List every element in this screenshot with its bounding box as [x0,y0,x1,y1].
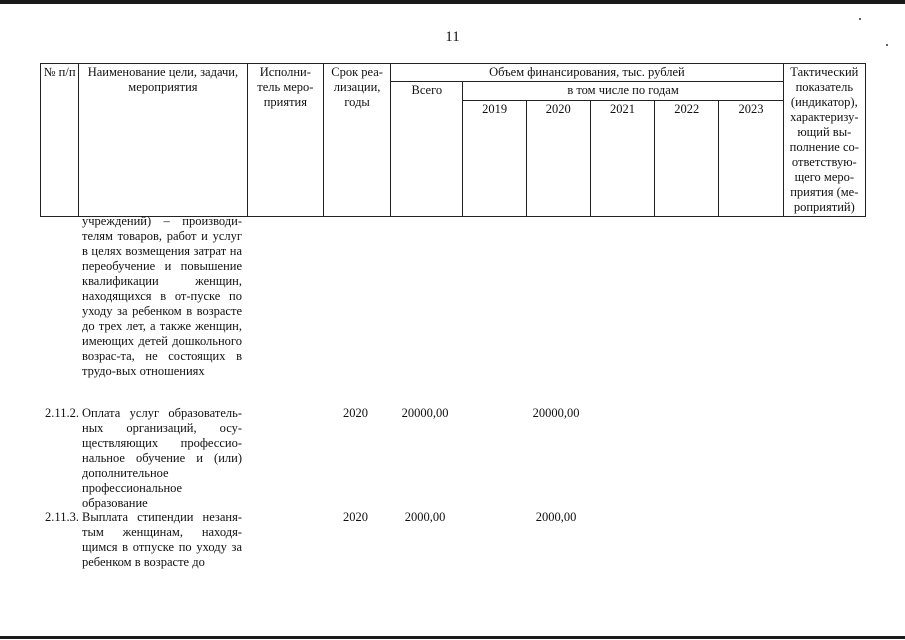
header-year: 2020 [526,101,590,217]
bottom-border [0,636,905,639]
header-executor: Исполни-тель меро-приятия [247,64,323,217]
row-term: 2020 [343,406,368,420]
row-name: учреждений) – производи-телям товаров, работ и услуг в целях возмещения затрат на переобучение и повышение квалификации женщин, находящихся в от-пуске по уходу за ребенком в возрасте до трех лет, а также женщин, имеющих детей дошкольного возрас-та, не состоящих в трудо-вых отношениях [82,214,242,378]
header-year: 2019 [463,101,526,217]
table-header [40,63,866,217]
scan-speck [859,18,861,20]
page-number: 11 [445,29,460,45]
header-year: 2023 [719,101,783,217]
header-year: 2022 [655,101,719,217]
row-2020: 20000,00 [532,406,580,420]
header-funding: Объем финансирования, тыс. рублей [391,64,783,82]
row-name: Выплата стипендии незаня-тым женщинам, находя-щимся в отпуске по уходу за ребенком в возрасте до [82,510,242,569]
header-term: Срок реа-лизации, годы [323,64,390,217]
row-2020: 2000,00 [535,510,577,524]
row-total: 2000,00 [404,510,446,524]
header-year: 2021 [590,101,654,217]
row-term: 2020 [343,510,368,524]
header-total: Всего [391,82,463,217]
row-name: Оплата услуг образователь-ных организаций, осу-ществляющих профессио-нальное обучение и (или) дополнительное профессиональное образование [82,406,242,510]
row-total: 20000,00 [401,406,449,420]
row-number: 2.11.2. [45,406,79,420]
top-border [0,0,905,4]
header-name: Наименование цели, задачи, мероприятия [79,64,248,217]
scan-speck [886,44,888,46]
header-indicator: Тактический показатель (индикатор), характеризу-ющий вы-полнение со-ответствую-щего меро-приятия (ме-роприятий) [783,64,865,217]
header-num: № п/п [41,64,79,217]
row-number: 2.11.3. [45,510,79,524]
header-by-years: в том числе по годам [463,82,783,101]
